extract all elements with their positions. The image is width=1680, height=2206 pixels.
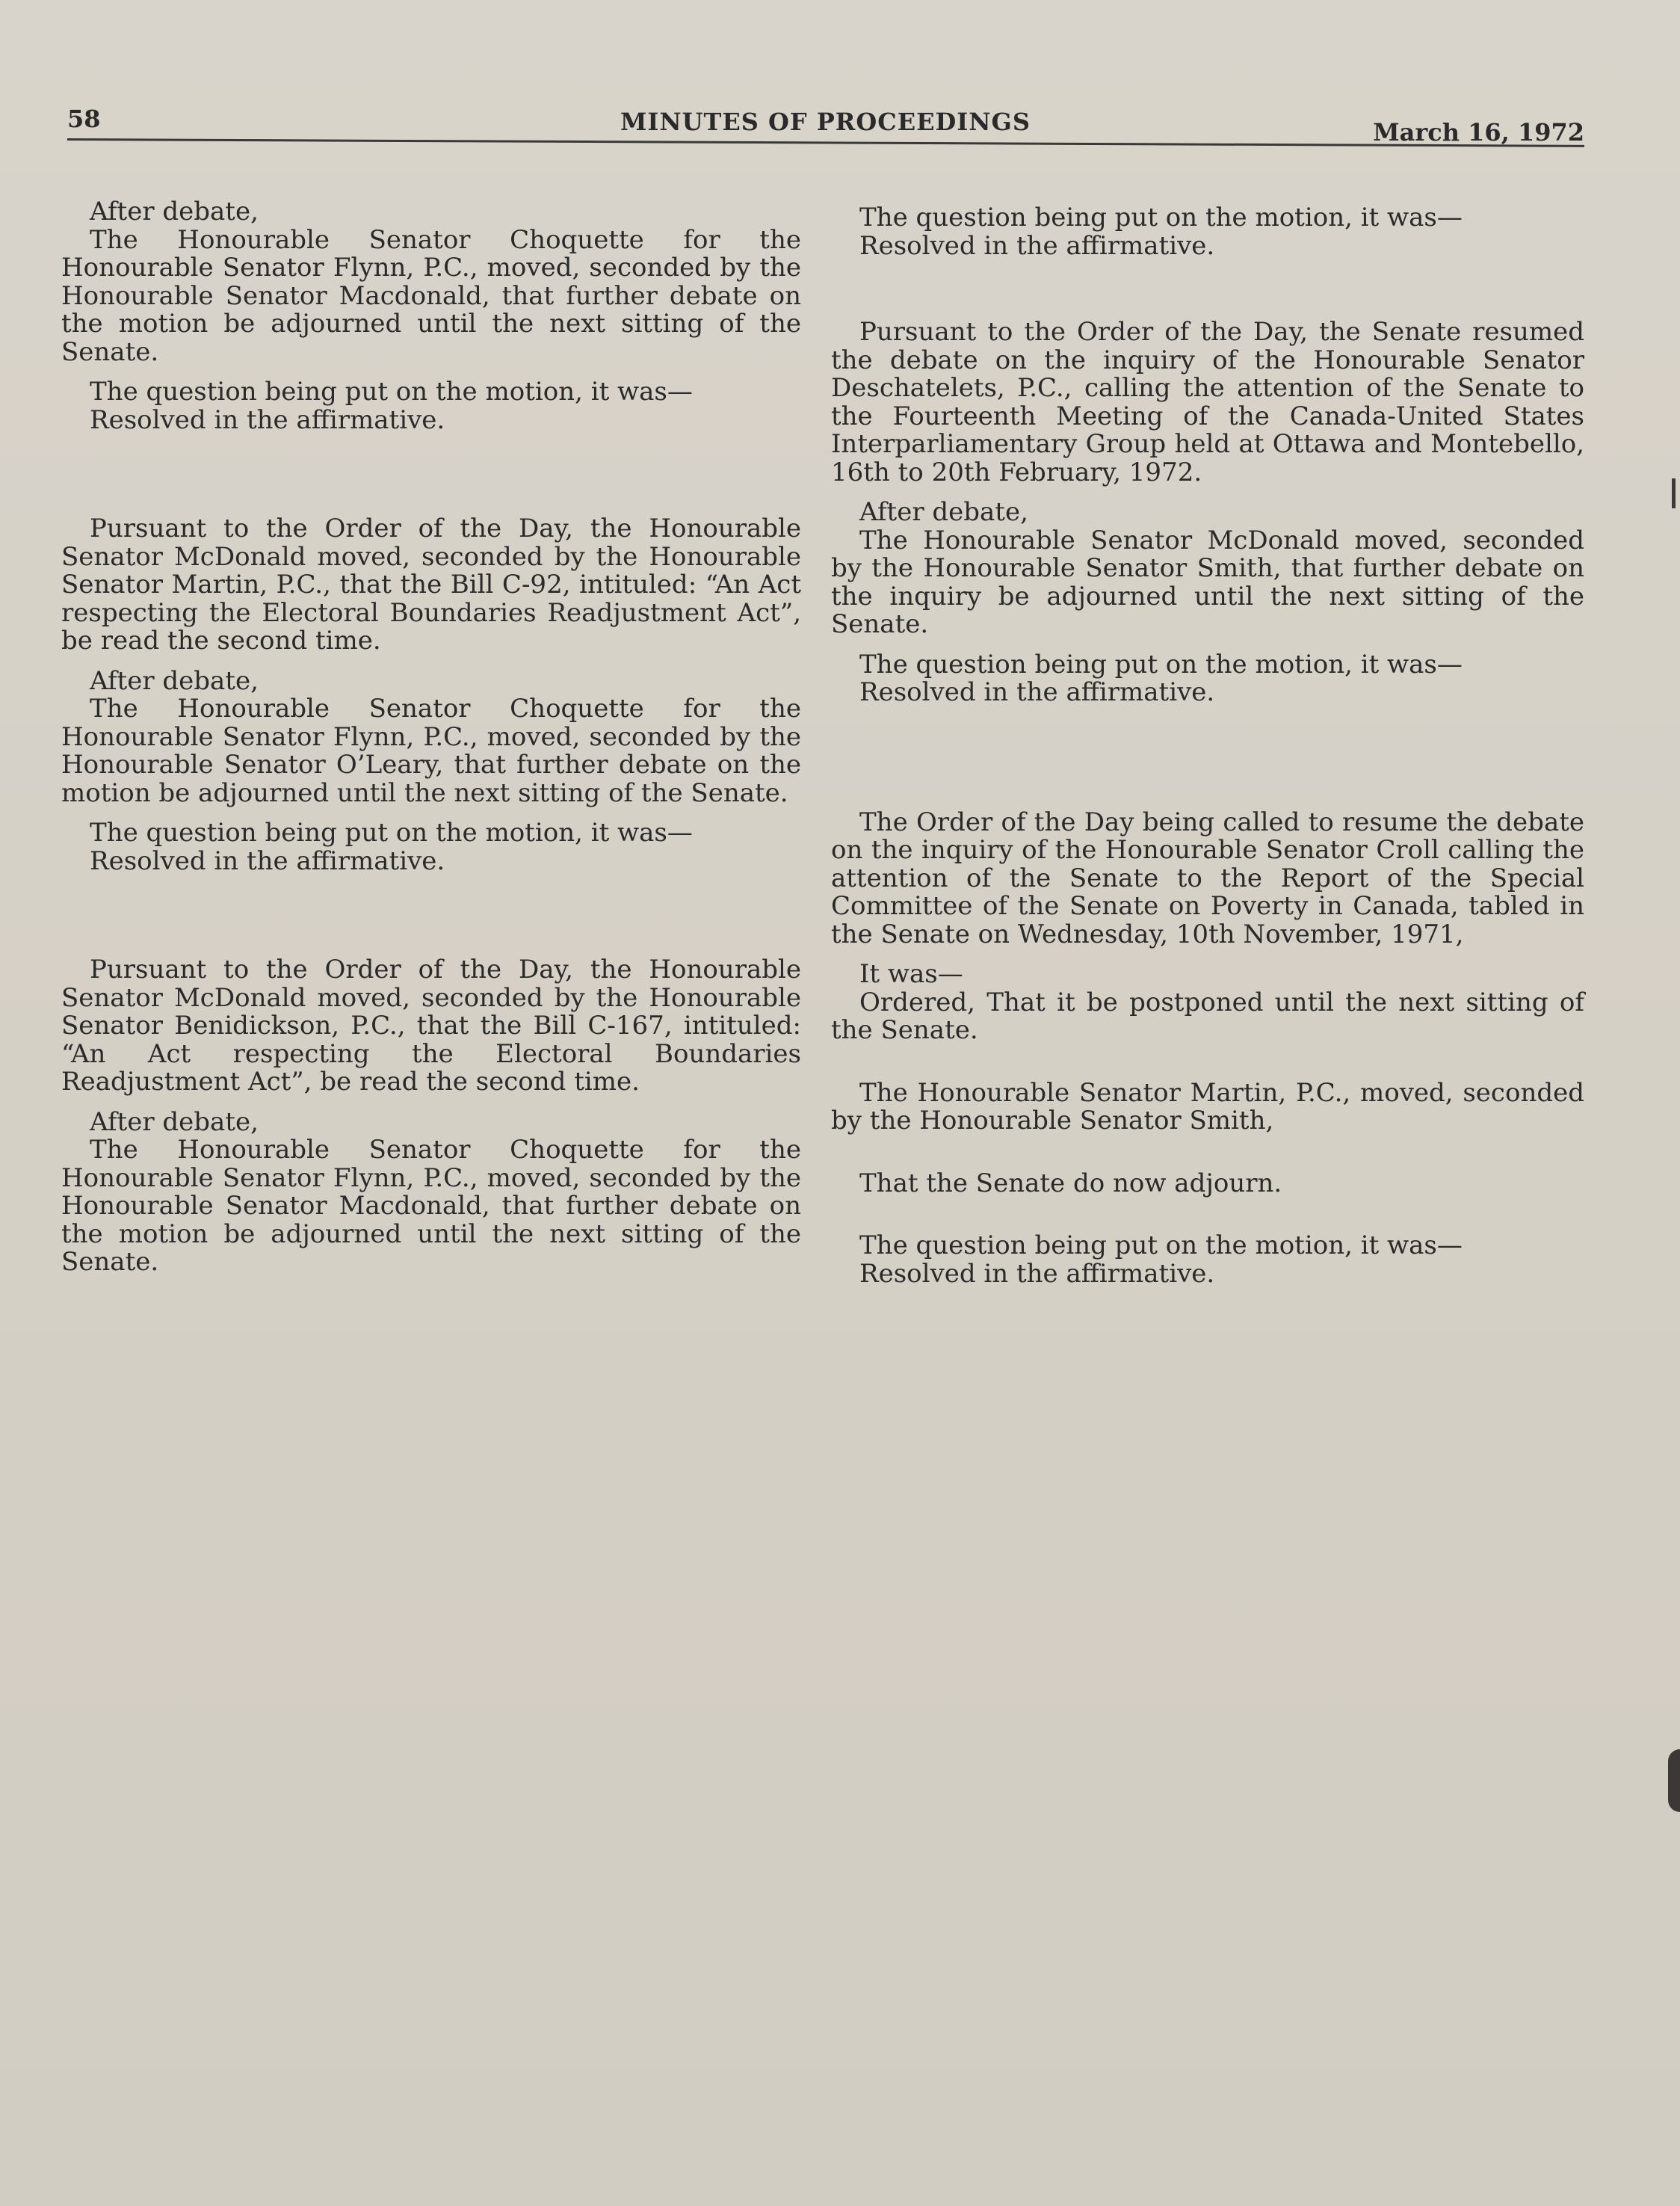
paragraph: The question being put on the motion, it was— [90,377,693,407]
section-gap [831,1147,1584,1170]
paragraph: The question being put on the motion, it was— [859,203,1463,232]
paragraph: That the Senate do now adjourn. [859,1168,1282,1198]
paragraph: Resolved in the affirmative. [90,845,445,876]
paragraph: The Honourable Senator Choquette for the Honourable Senator Flynn, P.C., moved, seconded by the Honourable Senator Macdonald, that further debate on the motion be adjourned until the next sitting of the Senate. [61,224,801,367]
paragraph: The Honourable Senator Choquette for the Honourable Senator Flynn, P.C., moved, seconded by the Honourable Senator O’Leary, that further debate on the motion be adjourned until the next sitting of the Senate. [61,694,801,808]
paragraph: The Honourable Senator Choquette for the Honourable Senator Flynn, P.C., moved, seconded by the Honourable Senator Macdonald, that further debate on the motion be adjourned until the next sitting of the Senate. [61,1135,801,1277]
paragraph: Resolved in the affirmative. [859,677,1215,707]
paragraph: After debate, [90,1106,259,1137]
scan-edge-mark [1672,478,1676,508]
paragraph: Pursuant to the Order of the Day, the Honourable Senator McDonald moved, seconded by the Honourable Senator Benidickson, P.C., that the Bill C-167, intituled: “An Act respecting the Electoral Boundaries Readjustment Act”, be read the second time. [61,955,801,1097]
paragraph: The question being put on the motion, it was— [90,818,693,848]
section-gap [831,1210,1584,1232]
section-gap [831,1057,1584,1079]
paragraph: Resolved in the affirmative. [859,1258,1215,1289]
paragraph: The question being put on the motion, it was— [859,649,1463,680]
right-column [831,204,1584,1300]
section-gap [831,272,1584,318]
paragraph: Pursuant to the Order of the Day, the Senate resumed the debate on the inquiry of the Honourable Senator Deschatelets, P.C., calling the attention of the Senate to the Fourteenth Meeting of the Canada-United States Interparliamentary Group held at Ottawa and Montebello, 16th to 20th February, 1972. [831,317,1584,487]
paragraph: Resolved in the affirmative. [90,404,445,435]
paragraph: After debate, [859,497,1028,527]
section-gap [831,719,1584,809]
running-title: MINUTES OF PROCEEDINGS [620,108,1031,136]
binding-hole-mark [1668,1749,1680,1812]
paragraph: Resolved in the affirmative. [859,230,1215,261]
paragraph: After debate, [90,665,259,696]
paragraph: After debate, [90,197,259,227]
paragraph: The Order of the Day being called to resume the debate on the inquiry of the Honourable Senator Croll calling the attention of the Senate to the Report of the Special Committee of the Senate on Poverty in Canada, tabled in the Senate on Wednesday, 10th November, 1971, [831,807,1584,949]
paragraph: The Honourable Senator Martin, P.C., moved, seconded by the Honourable Senator Smith, [831,1077,1584,1136]
section-gap [61,887,801,956]
header-date: March 16, 1972 [1373,118,1584,147]
left-column [61,198,801,1289]
page-number: 58 [67,105,101,133]
paragraph: The question being put on the motion, it was— [859,1230,1463,1260]
paragraph: Ordered, That it be postponed until the next sitting of the Senate. [831,987,1584,1045]
section-gap [61,446,801,515]
paragraph: Pursuant to the Order of the Day, the Honourable Senator McDonald moved, seconded by the Honourable Senator Martin, P.C., that the Bill C-92, intituled: “An Act respecting the Electoral Boundaries Readjustment Act”, be read the second time. [61,514,801,656]
paragraph: It was— [859,959,963,989]
paragraph: The Honourable Senator McDonald moved, seconded by the Honourable Senator Smith, that further debate on the inquiry be adjourned until the next sitting of the Senate. [831,525,1584,639]
